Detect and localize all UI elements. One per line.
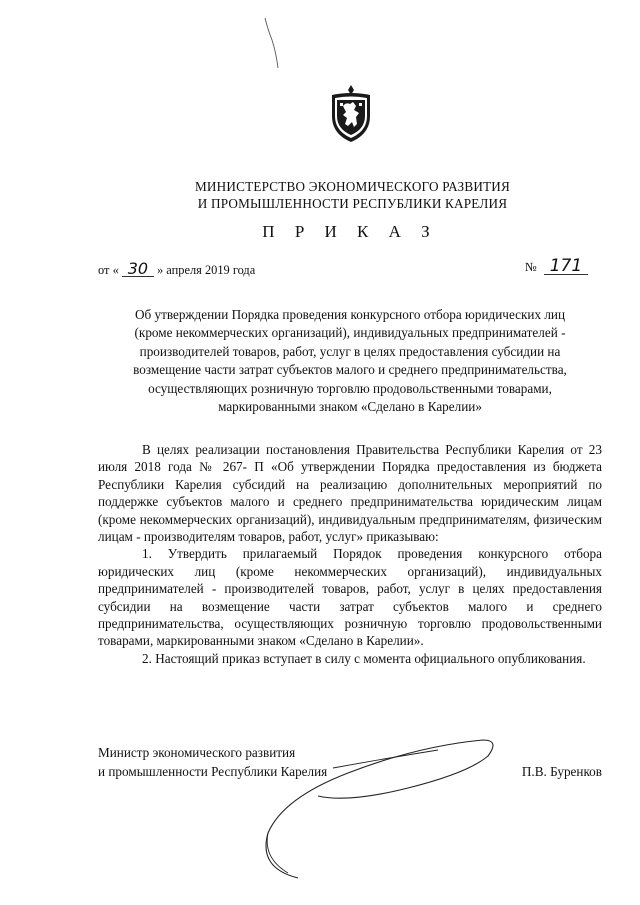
title-line-1: Об утверждении Порядка проведения конкурсного отбора юридических лиц (134, 307, 566, 322)
document-number (525, 256, 588, 276)
preamble-paragraph: В целях реализации постановления Правительства Республики Карелия от 23 июля 2018 года № 267- П «Об утверждении Порядка предоставления из бюджета Республики Карелия субсидий на реализацию дополнительных мероприятий по поддержке субъектов малого и среднего предпринимательства юридическим лицам (кроме некоммерческих организаций), индивидуальным предпринимателям, физическим лицам - производителям товаров, работ, услуг» приказываю: (98, 442, 602, 545)
ministry-line-1: МИНИСТЕРСТВО ЭКОНОМИЧЕСКОГО РАЗВИТИЯ (194, 179, 511, 194)
handwritten-signature (238, 728, 508, 888)
document-title (98, 306, 602, 416)
title-line-6: маркированными знаком «Сделано в Карелии» (218, 399, 482, 415)
position-line-1: Министр экономического развития (98, 745, 296, 760)
document-type-heading: П Р И К А З (262, 222, 438, 241)
order-item-2: 2. Настоящий приказ вступает в силу с момента официального опубликования. (142, 650, 586, 666)
date-open-quote: « (112, 263, 119, 277)
document-date (98, 259, 256, 278)
title-line-5: осуществляющих розничную торговлю продовольственными товарами, (148, 380, 552, 396)
title-line-3: производителей товаров, работ, услуг в целях предоставления субсидии на (139, 343, 561, 359)
date-close-quote: » (156, 263, 164, 277)
number-handwritten: 171 (544, 259, 588, 275)
ministry-name (120, 178, 585, 212)
document-body (98, 441, 602, 667)
title-line-4: возмещение части затрат субъектов малого и среднего предпринимательства, (133, 362, 567, 378)
date-day-handwritten: 30 (122, 262, 154, 277)
date-prefix: от (98, 263, 110, 277)
date-month-year: апреля 2019 года (166, 263, 256, 277)
signatory-name: П.В. Буренков (521, 763, 602, 779)
position-line-2: и промышленности Республики Карелия (98, 763, 328, 779)
title-line-2: (кроме некоммерческих организаций), индивидуальных предпринимателей - (134, 325, 566, 341)
number-prefix: № (525, 260, 537, 274)
ministry-line-2: И ПРОМЫШЛЕННОСТИ РЕСПУБЛИКИ КАРЕЛИЯ (197, 196, 508, 211)
order-item-1: 1. Утвердить прилагаемый Порядок проведения конкурсного отбора юридических лиц (кроме некоммерческих организаций), индивидуальных предпринимателей - производителей товаров, работ, услуг в целях предоставления субсидии на возмещение части затрат субъектов малого и среднего предпринимательства, осуществляющих розничную торговлю продовольственными товарами, маркированными знаком «Сделано в Карелии». (98, 546, 602, 649)
pen-mark (262, 16, 282, 72)
karelia-coat-of-arms-icon (326, 82, 376, 144)
